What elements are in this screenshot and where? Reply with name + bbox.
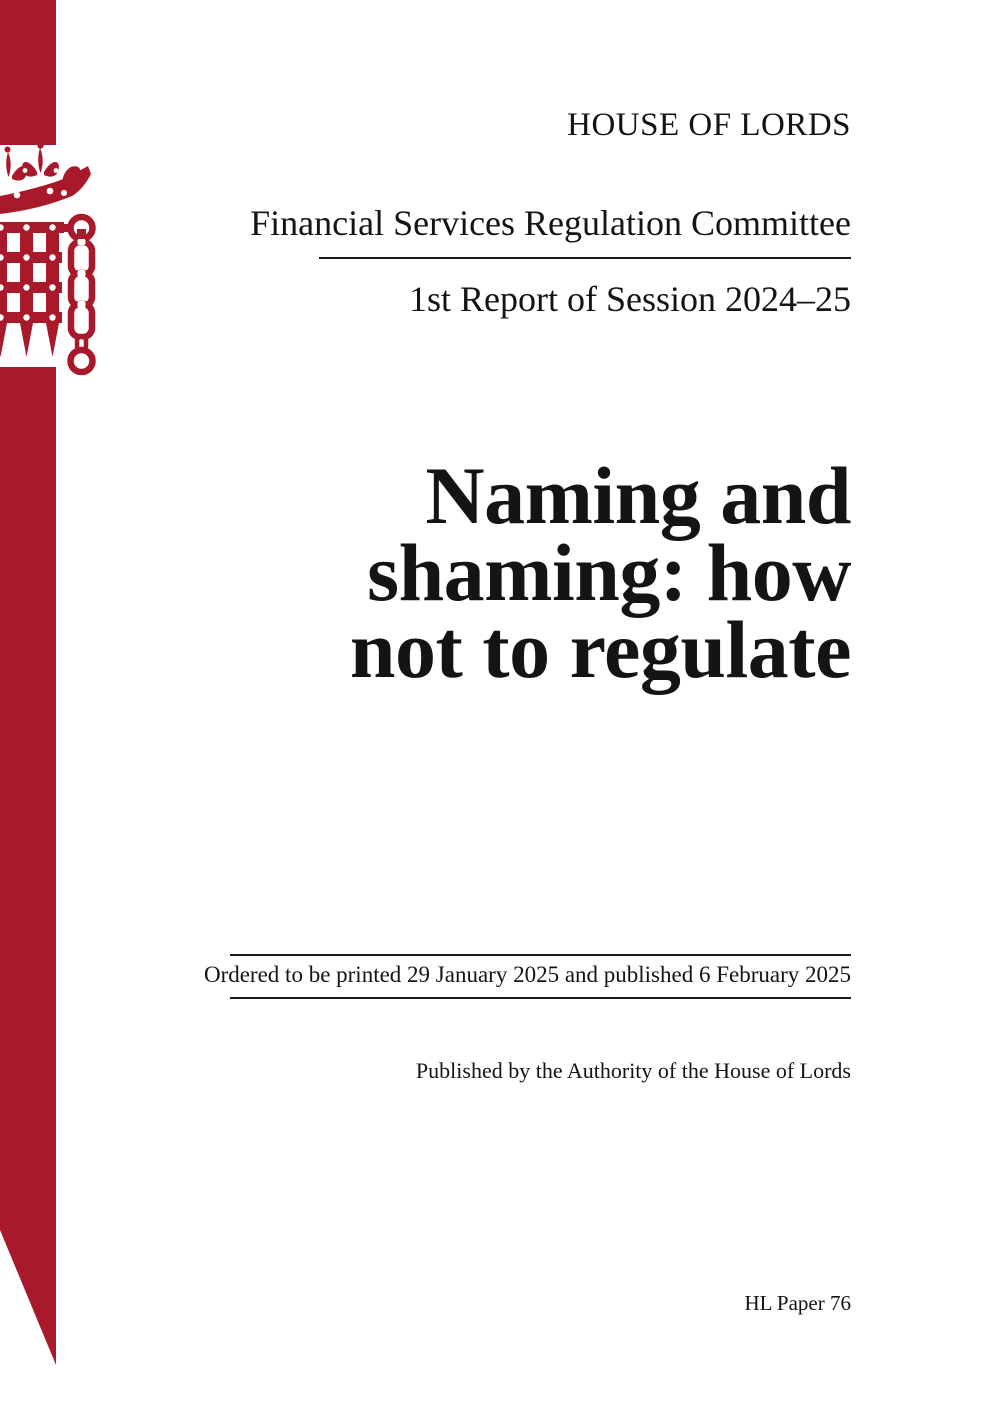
imprint-top-rule	[230, 954, 851, 956]
report-title	[349, 450, 851, 695]
committee-name: Financial Services Regulation Committee	[250, 203, 851, 243]
report-session-line: 1st Report of Session 2024–25	[408, 279, 851, 319]
report-title-line-3: not to regulate	[349, 604, 851, 695]
imprint-bottom-rule	[230, 997, 851, 999]
report-title-line-1: Naming and	[425, 450, 851, 541]
published-authority-line: Published by the Authority of the House of Lords	[415, 1058, 851, 1083]
report-title-line-2: shaming: how	[367, 527, 851, 618]
portcullis-logo-icon	[0, 0, 100, 1401]
institution-heading: HOUSE OF LORDS	[567, 107, 851, 143]
committee-underline-rule	[319, 257, 851, 259]
hl-paper-number: HL Paper 76	[744, 1291, 851, 1315]
ordered-printed-line: Ordered to be printed 29 January 2025 and published 6 February 2025	[203, 962, 851, 987]
